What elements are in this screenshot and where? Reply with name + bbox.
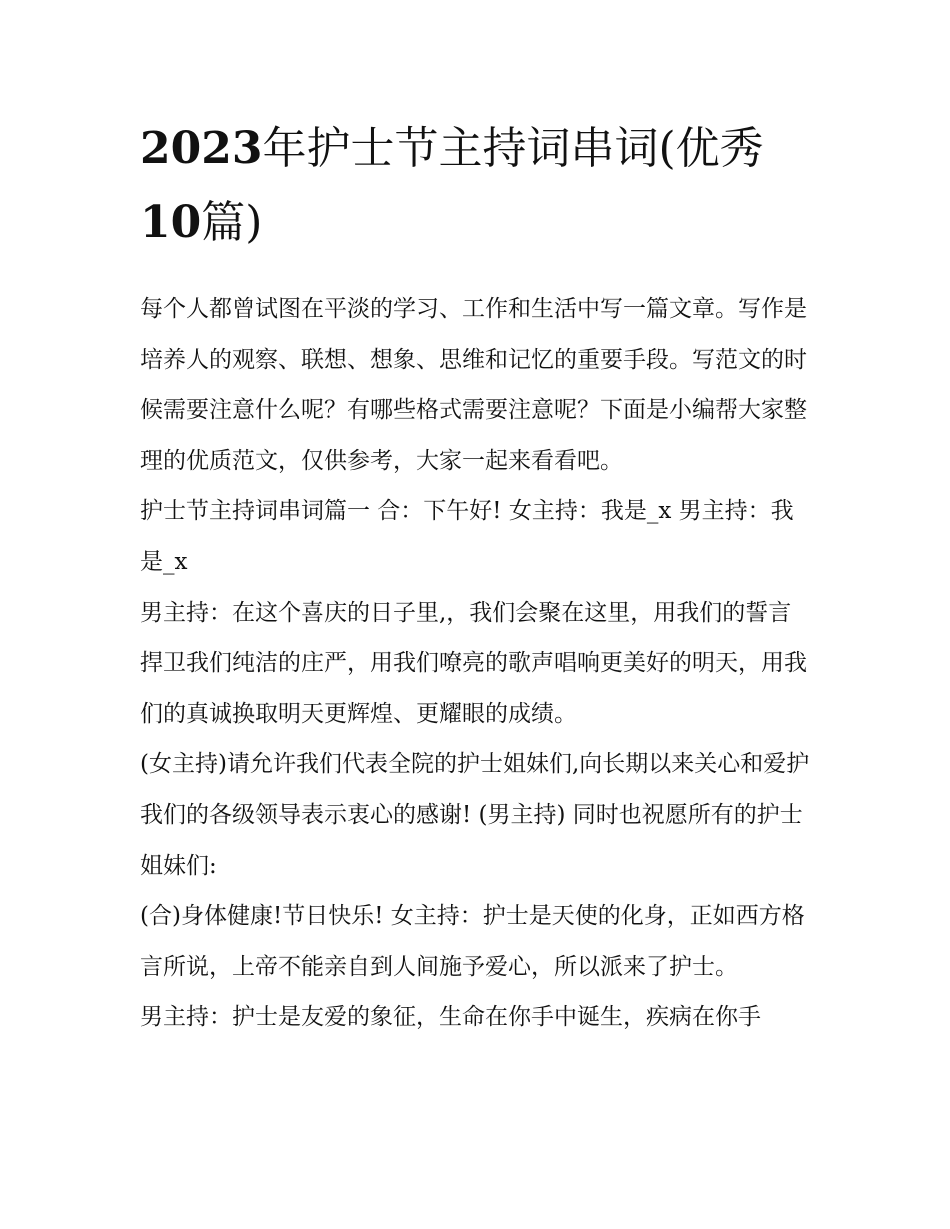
paragraph-intro: 每个人都曾试图在平淡的学习、工作和生活中写一篇文章。写作是培养人的观察、联想、想象、思维和记忆的重要手段。写范文的时候需要注意什么呢？有哪些格式需要注意呢？下面是小编帮大家整理的优质范文，仅供参考，大家一起来看看吧。 bbox=[140, 296, 807, 474]
paragraph-together: (合)身体健康!节日快乐! 女主持：护士是天使的化身，正如西方格言所说，上帝不能亲自到人间施予爱心，所以派来了护士。 bbox=[140, 903, 805, 980]
paragraph-male-host-1: 男主持：在这个喜庆的日子里,，我们会聚在这里，用我们的誓言捍卫我们纯洁的庄严，用我们嘹亮的歌声唱响更美好的明天，用我们的真诚换取明天更辉煌、更耀眼的成绩。 bbox=[140, 599, 807, 727]
title-number: 10 bbox=[140, 197, 202, 248]
document-body bbox=[140, 284, 812, 1043]
document-title bbox=[140, 112, 812, 260]
title-text-part2: 篇) bbox=[201, 197, 263, 248]
document-page bbox=[140, 112, 812, 1043]
title-text-part1: 年护士节主持词串词(优秀 bbox=[262, 123, 764, 174]
paragraph-male-host-2: 男主持：护士是友爱的象征，生命在你手中诞生，疾病在你手 bbox=[140, 1004, 761, 1031]
paragraph-opening: 护士节主持词串词篇一 合：下午好! 女主持：我是_x 男主持：我是_x bbox=[140, 498, 794, 575]
paragraph-female-host-1: (女主持)请允许我们代表全院的护士姐妹们,向长期以来关心和爱护我们的各级领导表示衷心的感谢! (男主持) 同时也祝愿所有的护士姐妹们: bbox=[140, 751, 810, 879]
title-year: 2023 bbox=[140, 123, 263, 174]
